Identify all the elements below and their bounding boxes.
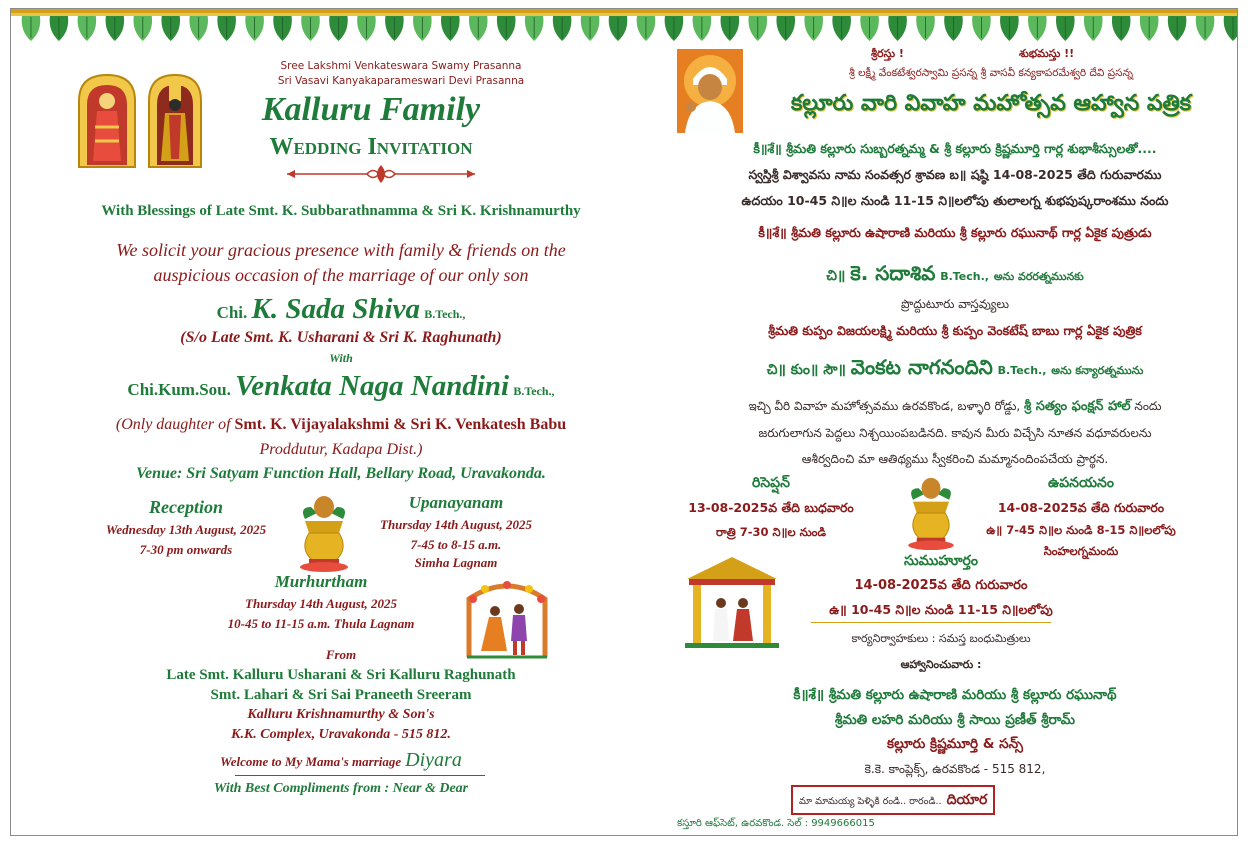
telugu-muhurtham-time: ఉ॥ 10-45 ని॥ల నుండి 11-15 ని॥లలోపు — [829, 602, 1053, 617]
welcome-name: Diyara — [405, 749, 462, 771]
mango-leaf-icon — [1224, 16, 1237, 41]
sai-baba-portrait-icon — [677, 49, 743, 133]
bride-parents-prefix: (Only daughter of — [115, 416, 235, 433]
telugu-upanayanam-date: 14-08-2025వ తేది గురువారం — [997, 500, 1165, 515]
welcome-underline — [235, 775, 485, 776]
with-word: With — [329, 351, 353, 365]
family-title: Kalluru Family — [261, 91, 481, 128]
telugu-upanayanam-block — [961, 475, 1201, 561]
bride-place: Proddutur, Kadapa Dist.) — [259, 441, 423, 458]
telugu-invitees-line-2: శ్రీమతి లహరి మరియు శ్రీ సాయి ప్రణీత్ శ్రీరామ్ — [834, 712, 1076, 728]
goddess-padmavathi-icon — [79, 75, 135, 167]
telugu-groom-prefix: చి॥ — [826, 268, 846, 284]
telugu-organizers: కార్యనిర్వాహకులు : సమస్త బంధుమిత్రులు — [851, 632, 1031, 645]
groom-line — [31, 293, 651, 326]
compliments-line: With Best Compliments from : Near & Dear — [213, 781, 469, 796]
bride-parents: Smt. K. Vijayalakshmi & Sri K. Venkatesh Babu — [234, 416, 567, 433]
venue-line: Venue: Sri Satyam Function Hall, Bellary Road, Uravakonda. — [136, 465, 546, 482]
groom-degree: B.Tech., — [424, 307, 466, 321]
telugu-paragraph — [671, 393, 1238, 472]
groom-parents: (S/o Late Smt. K. Usharani & Sri K. Raghunath) — [180, 329, 502, 346]
upanayanam-block — [351, 493, 561, 571]
murhurtham-date: Thursday 14th August, 2025 — [245, 596, 397, 611]
murhurtham-block — [201, 572, 441, 632]
bride-prefix: Chi.Kum.Sou. — [127, 380, 231, 399]
with-blessings-line: With Blessings of Late Smt. K. Subbarathnamma & Sri K. Krishnamurthy — [101, 203, 581, 219]
telugu-upanayanam-title: ఉపనయనం — [1048, 475, 1114, 491]
telugu-bride-name: వెంకట నాగనందిని — [850, 355, 993, 379]
telugu-blessing-line: శ్రీ లక్ష్మీ వేంకటేశ్వరస్వామి ప్రసన్న శ్రీ వాసవీ కన్యకాపరమేశ్వరి దేవి ప్రసన్న — [849, 67, 1133, 79]
telugu-reception-time: రాత్రి 7-30 ని॥ల నుండి — [715, 525, 827, 539]
telugu-bride-degree: B.Tech., — [997, 364, 1047, 377]
reception-block — [71, 497, 301, 558]
telugu-para-pre: ఇచ్చి వీరి వివాహ మహోత్సవము ఉరవకొండ, బళ్ళారి రోడ్డు, — [748, 399, 1025, 413]
telugu-parents-line: కీ॥శే॥ శ్రీమతి కల్లూరు ఉషారాణి మరియు శ్రీ కల్లూరు రఘునాథ్ గార్ల ఏకైక పుత్రుడు — [758, 225, 1152, 240]
welcome-line — [71, 749, 611, 772]
from-block — [71, 645, 611, 745]
from-label: From — [325, 647, 357, 662]
telugu-upanayanam-time: ఉ॥ 7-45 ని॥ల నుండి 8-15 ని॥లలోపు — [986, 523, 1176, 537]
telugu-date-line: స్వస్తిశ్రీ విశ్వావసు నామ సంవత్సర శ్రావణ బ॥ షష్ఠి 14-08-2025 తేది గురువారము — [748, 167, 1162, 182]
muhurtham-divider — [811, 622, 1051, 623]
telugu-muhurtham-title: సుముహూర్తం — [904, 553, 978, 569]
telugu-bride-parents: శ్రీమతి కుప్పం విజయలక్ష్మి మరియు శ్రీ కుప్పం వెంకటేష్ బాబు గార్ల ఏకైక పుత్రిక — [768, 323, 1142, 338]
solicit-paragraph — [31, 238, 651, 288]
from-line-4: K.K. Complex, Uravakonda - 515 812. — [231, 727, 451, 742]
telugu-blessings: కీ॥శే॥ శ్రీమతి కల్లూరు సుబ్బరత్నమ్మ & శ్రీ కల్లూరు క్రిష్ణమూర్తి గార్ల శుభాశీస్సులతో.... — [753, 141, 1157, 156]
srirasthu: శ్రీరస్తు ! — [871, 47, 904, 60]
telugu-groom-degree: B.Tech., — [940, 270, 989, 283]
telugu-welcome-box — [791, 785, 995, 815]
welcome-text: Welcome to My Mama's marriage — [220, 754, 402, 769]
telugu-muhurtham-date: 14-08-2025వ తేది గురువారం — [854, 578, 1028, 593]
telugu-reception-date: 13-08-2025వ తేది బుధవారం — [688, 500, 854, 515]
from-line-3: Kalluru Krishnamurthy & Son's — [247, 707, 435, 722]
telugu-bride-prefix: చి॥ కుం॥ సౌ॥ — [766, 362, 846, 378]
telugu-invitees — [671, 683, 1238, 733]
upanayanam-time: 7-45 to 8-15 a.m. — [410, 537, 502, 552]
mango-leaf-garland — [11, 9, 1237, 43]
bride-line — [31, 370, 651, 403]
telugu-venue: శ్రీ సత్యం ఫంక్షన్ హాల్ — [1024, 399, 1131, 414]
telugu-invitees-line-1: కీ॥శే॥ శ్రీమతి కల్లూరు ఉషారాణి మరియు శ్రీ కల్లూరు రఘునాథ్ — [793, 687, 1117, 703]
reception-title: Reception — [149, 497, 223, 517]
groom-prefix: Chi. — [216, 303, 248, 322]
printer-credit: కస్తూరి ఆఫ్‌సెట్, ఉరవకొండ. సెల్ : 9949666015 — [677, 818, 875, 829]
ornament-divider-icon — [283, 163, 479, 185]
telugu-address: కె.కె. కాంప్లెక్స్, ఉరవకొండ - 515 812, — [864, 762, 1046, 776]
lord-venkateswara-icon — [149, 75, 201, 167]
telugu-welcome-name: దియార — [946, 792, 988, 808]
telugu-panel — [671, 43, 1238, 835]
telugu-muhurtham-block — [791, 553, 1091, 621]
telugu-groom-name: కె. సదాశివ — [850, 261, 936, 285]
english-panel — [11, 43, 671, 835]
telugu-para-post: నందు — [1130, 399, 1162, 413]
murhurtham-time: 10-45 to 11-15 a.m. Thula Lagnam — [227, 616, 415, 631]
kalasam-icon — [295, 493, 353, 573]
telugu-para-line-1 — [671, 393, 1238, 420]
from-line-2: Smt. Lahari & Sri Sai Praneeth Sreeram — [210, 687, 472, 703]
telugu-reception-title: రిసెప్షన్ — [752, 475, 790, 491]
telugu-welcome-pre: మా మామయ్య పెళ్ళికి రండి.. రారండి.. — [799, 796, 942, 807]
telugu-time-line: ఉదయం 10-45 ని॥ల నుండి 11-15 ని॥లలోపు తులాలగ్న శుభపుష్కరాంశము నందు — [741, 193, 1169, 208]
telugu-bride-suffix: అను కన్యారత్నమును — [1051, 364, 1144, 377]
bride-name: Venkata Naga Nandini — [235, 370, 510, 402]
telugu-invitees-label: ఆహ్వానించువారు : — [900, 658, 982, 671]
bride-degree: B.Tech., — [513, 384, 555, 398]
reception-time: 7-30 pm onwards — [139, 542, 233, 557]
reception-date: Wednesday 13th August, 2025 — [105, 522, 267, 537]
telugu-title: కల్లూరు వారి వివాహ మహోత్సవ ఆహ్వాన పత్రిక — [790, 91, 1192, 116]
upanayanam-date: Thursday 14th August, 2025 — [380, 517, 532, 532]
telugu-reception-block — [671, 475, 871, 542]
telugu-upanayanam-lagnam: సింహలగ్నమందు — [1043, 544, 1119, 558]
solicit-line-2: auspicious occasion of the marriage of our only son — [153, 265, 529, 285]
telugu-bride-line — [671, 355, 1238, 384]
telugu-invitees-line-3: కల్లూరు క్రిష్ణమూర్తి & సన్స్ — [887, 736, 1023, 752]
invitation-card — [10, 8, 1238, 836]
telugu-kalasam-icon — [903, 475, 959, 551]
wedding-mandap-illustration — [683, 555, 781, 649]
telugu-bride-place: ప్రొద్దుటూరు వాస్తవ్యులు — [901, 297, 1009, 311]
telugu-groom-suffix: అను వరరత్నమునకు — [993, 270, 1084, 283]
blessing-line-1: Sree Lakshmi Venkateswara Swamy Prasanna — [280, 60, 522, 72]
deity-images — [75, 71, 207, 169]
bride-parents-line — [31, 416, 651, 434]
telugu-groom-line — [671, 261, 1238, 290]
telugu-para-line-2: జరుగులాగున పెద్దలు నిశ్చయింపబడినది. కావున మీరు విచ్చేసి నూతన వధూవరులను — [758, 426, 1152, 440]
groom-name: K. Sada Shiva — [251, 293, 420, 325]
solicit-line-1: We solicit your gracious presence with family & friends on the — [116, 240, 566, 260]
murhurtham-title: Murhurtham — [274, 572, 368, 591]
blessing-line-2: Sri Vasavi Kanyakaparameswari Devi Prasanna — [277, 75, 525, 87]
blessing-lines — [251, 59, 551, 89]
upanayanam-title: Upanayanam — [408, 493, 504, 512]
subhamasthu: శుభమస్తు !! — [1019, 47, 1075, 60]
telugu-para-line-3: ఆశీర్వదించి మా ఆతిథ్యము స్వీకరించి మమ్మానందింపచేయ ప్రార్థన. — [801, 452, 1109, 466]
from-line-1: Late Smt. Kalluru Usharani & Sri Kalluru Raghunath — [166, 667, 516, 683]
upanayanam-lagnam: Simha Lagnam — [414, 555, 498, 570]
wedding-title: Wedding Invitation — [269, 134, 473, 160]
